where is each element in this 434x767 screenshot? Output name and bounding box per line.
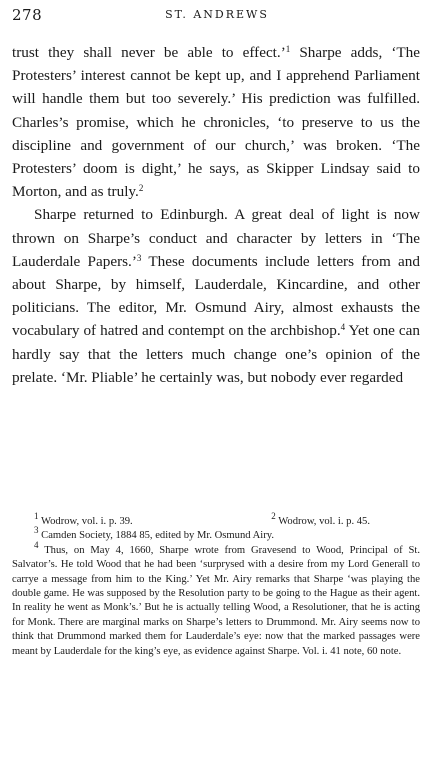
page-number: 278: [12, 6, 43, 24]
footnotes: [12, 511, 420, 659]
footnote-2-number: 2: [271, 511, 276, 521]
paragraph-1-text-b: Sharpe adds, ‘The Protesters’ interest cannot be kept up, and I apprehend Parliament will handle them but too severely.’ His prediction was fulfilled. Charles’s promise, which he chronicles, ‘to preserve to us the discipline and government of our church,’ was broken. ‘The Protesters’ doom is dight,’ he says, as Skipper Lindsay said to Morton, and as truly.: [12, 44, 421, 201]
footnote-1-text: Wodrow, vol. i. p. 39.: [38, 516, 133, 527]
body-text: [12, 41, 420, 389]
footnote-4-text: Thus, on May 4, 1660, Sharpe wrote from Gravesend to Wood, Principal of St. Salvator’s. He told Wood that he had been ‘surprysed with a desire from my Lord Generall to carrye a message from him to the King.’ Yet Mr. Airy remarks that Sharpe ‘was playing the double game. He was supposed by the Resolution party to be going to the Hague as their agent. In reality he went as Monk’s.’ But he is actually telling Wood, a Resolutioner, that he is acting for Monk. There are marginal marks on Sharpe’s letters to Drummond. Mr. Airy seems now to think that Drummond marked them for Lauderdale’s eye: now that the marked passages were meant by Lauderdale for the king’s eye, as evidence against Sharpe. Vol. i. 41 note, 60 note.: [12, 544, 420, 657]
footnote-1-number: 1: [34, 511, 39, 521]
footnote-row-1-2: [12, 511, 420, 529]
paragraph-2-text-c: Yet one can hardly say that the letters much change one’s opinion of the prelate. ‘Mr. Pliable’ he certainly was, but nobody ever regarded: [12, 322, 420, 386]
footnote-ref-2[interactable]: 2: [138, 183, 144, 194]
paragraph-2: [12, 203, 420, 389]
paragraph-2-text-a: Sharpe returned to Edinburgh. A great deal of light is now thrown on Sharpe’s conduct and character by letters in ‘The Lauderdale Papers.’: [12, 206, 420, 270]
footnote-2: [271, 511, 370, 529]
paragraph-1: [12, 41, 420, 203]
paragraph-2-text-b: These documents include letters from and about Sharpe, by himself, Lauderdale, Kincardine, and other politicians. The editor, Mr. Osmund Airy, almost exhausts the vocabulary of hatred and contempt on the archbishop.: [12, 252, 420, 340]
footnote-4: [12, 539, 420, 659]
footnote-ref-4[interactable]: 4: [340, 322, 346, 333]
footnote-2-text: Wodrow, vol. i. p. 45.: [275, 516, 370, 527]
footnote-4-number: 4: [34, 539, 39, 550]
footnote-3: [12, 525, 420, 543]
footnote-ref-3[interactable]: 3: [136, 252, 142, 263]
footnote-ref-1[interactable]: 1: [285, 44, 291, 54]
footnote-1: [34, 511, 133, 529]
running-head: ST. ANDREWS: [165, 8, 269, 21]
footnote-3-number: 3: [34, 525, 39, 536]
footnote-3-text: Camden Society, 1884 85, edited by Mr. Osmund Airy.: [38, 530, 274, 542]
paragraph-1-text-a: trust they shall never be able to effect.’: [12, 44, 286, 61]
